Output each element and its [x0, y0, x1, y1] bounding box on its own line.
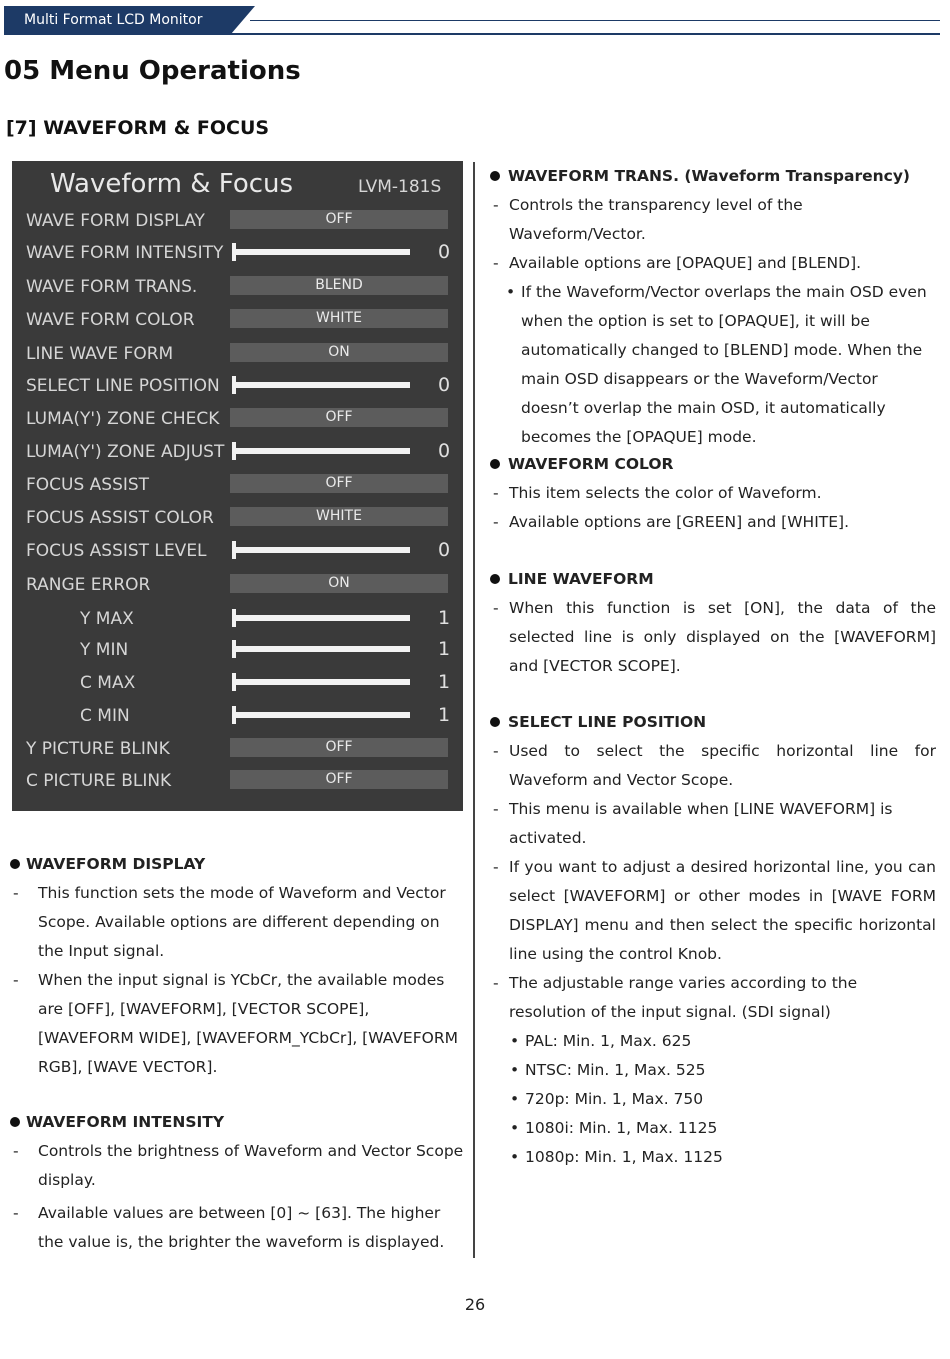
osd-row	[12, 340, 463, 370]
header-underline	[4, 33, 940, 35]
waveform-intensity-heading: WAVEFORM INTENSITY	[10, 1108, 466, 1137]
osd-model: LVM-181S	[358, 177, 442, 197]
osd-row	[12, 273, 463, 303]
osd-row-label: C PICTURE BLINK	[26, 771, 172, 791]
osd-row	[12, 207, 463, 237]
waveform-color-section	[490, 450, 936, 537]
osd-slider-track	[234, 382, 410, 388]
waveform-intensity-section	[10, 1108, 466, 1257]
osd-row-label: LUMA(Y') ZONE CHECK	[26, 409, 220, 429]
osd-slider-track	[234, 448, 410, 454]
osd-row-value-box: OFF	[230, 738, 448, 757]
osd-row	[12, 306, 463, 336]
resolution-item-1080p: • 1080p: Min. 1, Max. 1125	[490, 1143, 936, 1172]
waveform-trans-bullet-1: • If the Waveform/Vector overlaps the main OSD even when the option is set to [OPAQUE], it will be automatically changed to [BLEND] mode. When the main OSD disappears or the Waveform/Vector doesn’t overlap the main OSD, it automatically becomes the [OPAQUE] mode.	[490, 278, 936, 452]
osd-slider-knob	[230, 673, 236, 691]
osd-row	[12, 605, 463, 635]
header-rule	[250, 20, 940, 21]
line-waveform-desc-1: - When this function is set [ON], the data of the selected line is only displayed on the [WAVEFORM] and [VECTOR SCOPE].	[490, 594, 936, 681]
osd-slider-knob	[230, 609, 236, 627]
osd-row-label: LINE WAVE FORM	[26, 344, 174, 364]
osd-row-value-box: OFF	[230, 770, 448, 789]
osd-slider-track	[234, 646, 410, 652]
osd-row	[12, 702, 463, 732]
osd-slider-track	[234, 615, 410, 621]
osd-slider-value: 1	[438, 671, 451, 693]
waveform-display-desc-2: - When the input signal is YCbCr, the available modes are [OFF], [WAVEFORM], [VECTOR SCOPE], [WAVEFORM WIDE], [WAVEFORM_YCbCr], [WAVEFORM RGB], [WAVE VECTOR].	[10, 966, 466, 1082]
osd-slider-value: 0	[438, 241, 451, 263]
osd-slider-knob	[230, 541, 236, 559]
select-line-position-desc-2: - This menu is available when [LINE WAVEFORM] is activated.	[490, 795, 936, 853]
page-title: 05 Menu Operations	[4, 56, 301, 86]
osd-row-value-box: ON	[230, 574, 448, 593]
waveform-trans-desc-2: - Available options are [OPAQUE] and [BLEND].	[490, 249, 936, 278]
osd-row	[12, 405, 463, 435]
osd-slider-knob	[230, 243, 236, 261]
osd-row	[12, 239, 463, 269]
osd-row-value-box: OFF	[230, 474, 448, 493]
waveform-display-desc-1: - This function sets the mode of Waveform and Vector Scope. Available options are different depending on the Input signal.	[10, 879, 466, 966]
osd-row-value-box: WHITE	[230, 507, 448, 526]
waveform-trans-heading: WAVEFORM TRANS. (Waveform Transparency)	[490, 162, 936, 191]
waveform-intensity-desc-2: - Available values are between [0] ~ [63]. The higher the value is, the brighter the waveform is displayed.	[10, 1199, 466, 1257]
select-line-position-desc-4: - The adjustable range varies according to the resolution of the input signal. (SDI signal)	[490, 969, 936, 1027]
osd-row-label: C MAX	[80, 673, 136, 693]
osd-slider-value: 0	[438, 374, 451, 396]
resolution-item-ntsc: • NTSC: Min. 1, Max. 525	[490, 1056, 936, 1085]
osd-row	[12, 504, 463, 534]
waveform-trans-section	[490, 162, 936, 452]
osd-slider-track	[234, 249, 410, 255]
waveform-color-heading: WAVEFORM COLOR	[490, 450, 936, 479]
osd-row-label: FOCUS ASSIST COLOR	[26, 508, 214, 528]
osd-row-value-box: ON	[230, 343, 448, 362]
osd-row-value-box: OFF	[230, 408, 448, 427]
section-title: [7] WAVEFORM & FOCUS	[6, 117, 270, 139]
osd-row	[12, 735, 463, 765]
select-line-position-heading: SELECT LINE POSITION	[490, 708, 936, 737]
waveform-trans-desc-1: - Controls the transparency level of the Waveform/Vector.	[490, 191, 936, 249]
waveform-display-heading: WAVEFORM DISPLAY	[10, 850, 466, 879]
osd-row-value-box: WHITE	[230, 309, 448, 328]
waveform-intensity-desc-1: - Controls the brightness of Waveform and Vector Scope display.	[10, 1137, 466, 1195]
osd-slider-track	[234, 547, 410, 553]
osd-row-label: Y MAX	[80, 609, 134, 629]
waveform-color-desc-1: - This item selects the color of Waveform.	[490, 479, 936, 508]
line-waveform-heading: LINE WAVEFORM	[490, 565, 936, 594]
osd-row-label: RANGE ERROR	[26, 575, 151, 595]
osd-slider-knob	[230, 376, 236, 394]
osd-row-label: FOCUS ASSIST LEVEL	[26, 541, 207, 561]
osd-row-label: Y PICTURE BLINK	[26, 739, 170, 759]
osd-menu-image	[12, 161, 463, 811]
select-line-position-desc-3: - If you want to adjust a desired horizontal line, you can select [WAVEFORM] or other modes in [WAVE FORM DISPLAY] menu and then select the specific horizontal line using the control Knob.	[490, 853, 936, 969]
osd-slider-knob	[230, 706, 236, 724]
osd-row-label: SELECT LINE POSITION	[26, 376, 220, 396]
osd-row	[12, 571, 463, 601]
line-waveform-section	[490, 565, 936, 681]
osd-slider-track	[234, 679, 410, 685]
osd-slider-value: 1	[438, 607, 451, 629]
osd-row-label: FOCUS ASSIST	[26, 475, 150, 495]
osd-row	[12, 767, 463, 797]
osd-row	[12, 438, 463, 468]
osd-row-label: WAVE FORM DISPLAY	[26, 211, 205, 231]
osd-row-label: WAVE FORM TRANS.	[26, 277, 198, 297]
osd-slider-value: 1	[438, 704, 451, 726]
osd-row	[12, 372, 463, 402]
osd-row	[12, 537, 463, 567]
resolution-item-pal: • PAL: Min. 1, Max. 625	[490, 1027, 936, 1056]
select-line-position-section	[490, 708, 936, 1172]
osd-row	[12, 636, 463, 666]
osd-row-label: C MIN	[80, 706, 130, 726]
page-number: 26	[464, 1295, 486, 1314]
osd-slider-value: 1	[438, 638, 451, 660]
osd-slider-value: 0	[438, 539, 451, 561]
osd-slider-value: 0	[438, 440, 451, 462]
header-tab: Multi Format LCD Monitor	[4, 6, 232, 34]
resolution-item-1080i: • 1080i: Min. 1, Max. 1125	[490, 1114, 936, 1143]
osd-row-label: Y MIN	[80, 640, 129, 660]
osd-row	[12, 669, 463, 699]
osd-row-value-box: BLEND	[230, 276, 448, 295]
select-line-position-desc-1: - Used to select the specific horizontal line for Waveform and Vector Scope.	[490, 737, 936, 795]
osd-row-label: WAVE FORM COLOR	[26, 310, 195, 330]
osd-row	[12, 471, 463, 501]
osd-row-label: LUMA(Y') ZONE ADJUST	[26, 442, 225, 462]
waveform-display-section	[10, 850, 466, 1082]
column-divider	[473, 162, 475, 1258]
osd-slider-knob	[230, 640, 236, 658]
osd-slider-track	[234, 712, 410, 718]
osd-row-value-box: OFF	[230, 210, 448, 229]
resolution-item-720p: • 720p: Min. 1, Max. 750	[490, 1085, 936, 1114]
osd-slider-knob	[230, 442, 236, 460]
waveform-color-desc-2: - Available options are [GREEN] and [WHITE].	[490, 508, 936, 537]
osd-row-label: WAVE FORM INTENSITY	[26, 243, 224, 263]
osd-title: Waveform & Focus	[50, 169, 294, 199]
